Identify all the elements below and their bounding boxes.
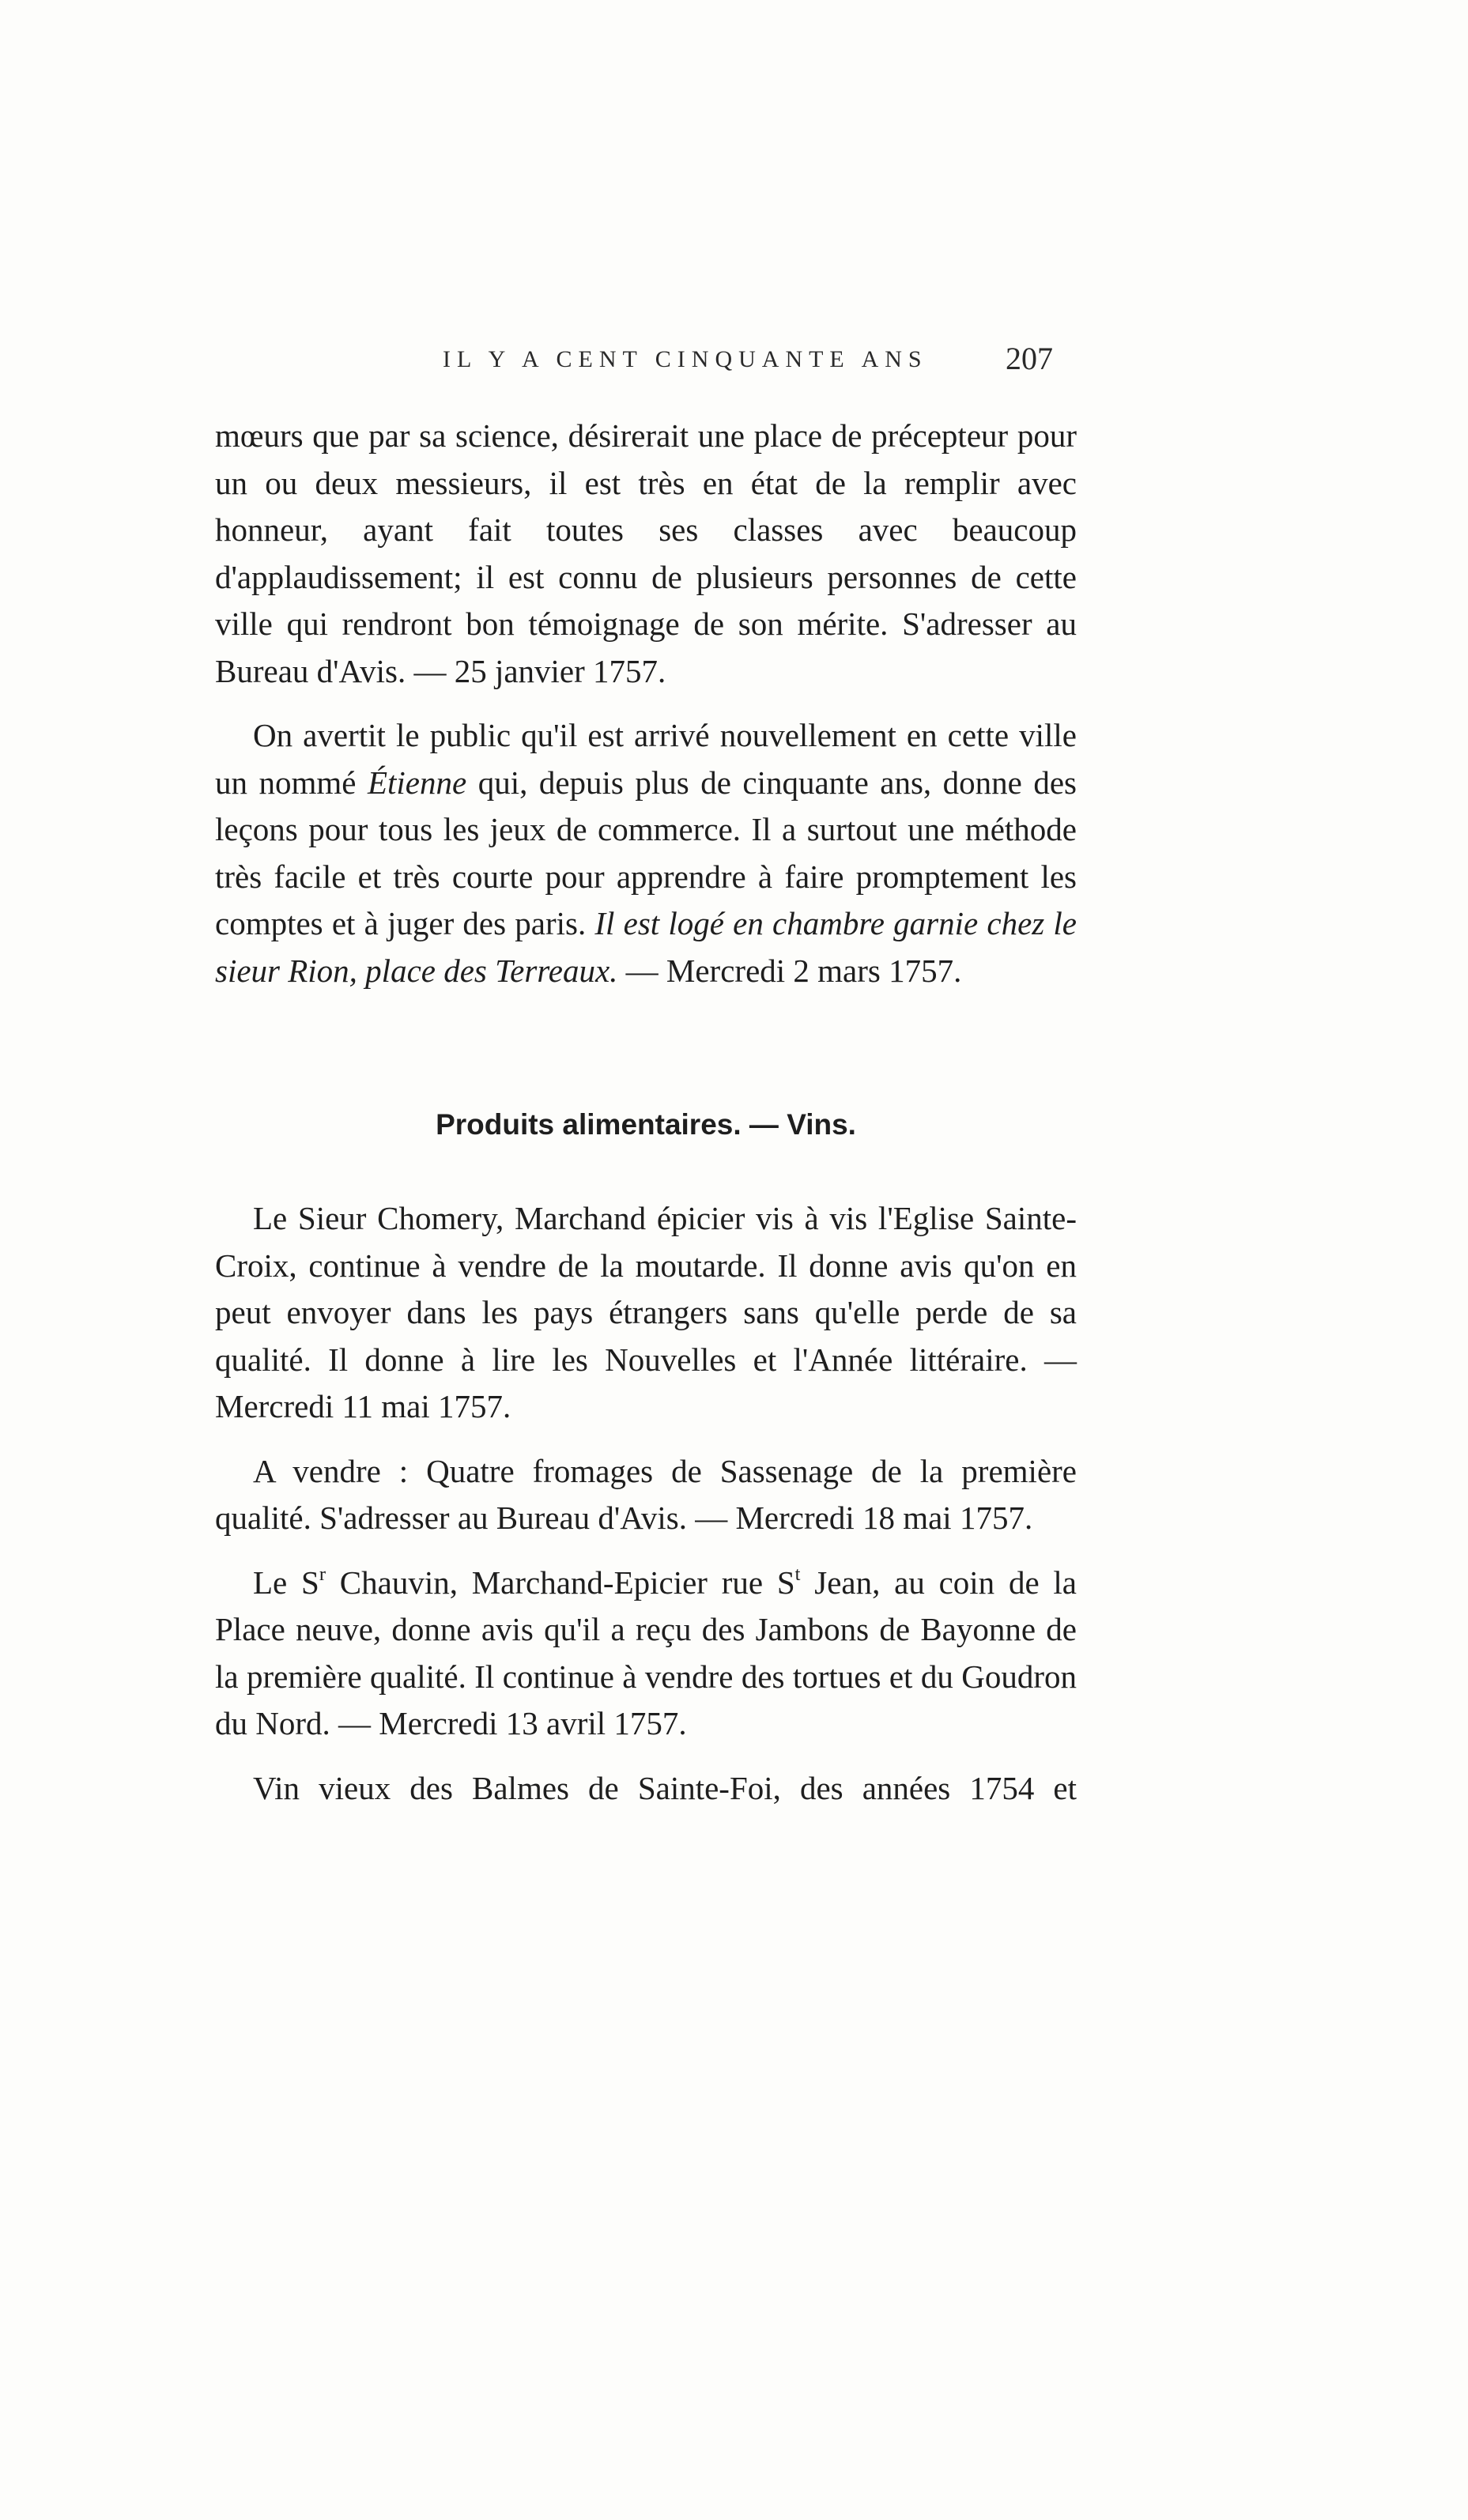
paragraph-date: — Mercredi 2 mars 1757.	[617, 952, 962, 989]
paragraph-text: On avertit le public qu'il est arrivé nouvellement en cette ville un nommé	[215, 717, 1077, 801]
paragraph-text: Le S	[253, 1564, 319, 1601]
paragraph-text: qui, depuis plus de cinquante ans, donne des leçons pour tous les jeux de commerce. Il a surtout une méthode très facile et très courte pour apprendre à faire promptement les comptes et à juger des paris.	[215, 764, 1077, 941]
section-heading: Produits alimentaires. — Vins.	[436, 1108, 856, 1141]
page-number: 207	[1006, 341, 1053, 376]
paragraph-text: Jean, au coin de la Place neuve, donne avis qu'il a reçu des Jambons de Bayonne de la première qualité. Il continue à vendre des tortues et du Goudron du Nord. — Mercredi 13 avril 1757.	[215, 1564, 1077, 1741]
paragraph-text: Chauvin, Marchand-Epicier rue S	[326, 1564, 795, 1601]
lower-text-block	[215, 1195, 1077, 1812]
italic-address: Il est logé en chambre garnie chez le sieur Rion, place des Terreaux.	[215, 905, 1077, 989]
paragraph-fromages: A vendre : Quatre fromages de Sassenage de la première qualité. S'adresser au Bureau d'Avis. — Mercredi 18 mai 1757.	[215, 1452, 1077, 1536]
paragraph-chomery: Le Sieur Chomery, Marchand épicier vis à vis l'Eglise Sainte-Croix, continue à vendre de la moutarde. Il donne avis qu'on en peut envoyer dans les pays étrangers sans qu'elle perde de sa qualité. Il donne à lire les Nouvelles et l'Année littéraire. — Mercredi 11 mai 1757.	[215, 1200, 1077, 1424]
italic-name: Étienne	[367, 764, 467, 801]
paragraph-chauvin	[215, 1560, 1077, 1748]
running-head: IL Y A CENT CINQUANTE ANS	[443, 346, 928, 372]
superscript: r	[319, 1563, 326, 1585]
paragraph-continuation: mœurs que par sa science, désirerait une place de précepteur pour un ou deux messieurs, il est très en état de la remplir avec honneur, ayant fait toutes ses classes avec beaucoup d'applaudissement; il est connu de plusieurs personnes de cette ville qui rendront bon témoignage de son mérite. S'adresser au Bureau d'Avis. — 25 janvier 1757.	[215, 417, 1077, 689]
paragraph-vin-vieux: Vin vieux des Balmes de Sainte-Foi, des années 1754 et	[253, 1769, 1077, 1806]
upper-text-block	[215, 413, 1077, 994]
superscript: t	[794, 1563, 801, 1585]
paragraph-etienne	[215, 712, 1077, 994]
